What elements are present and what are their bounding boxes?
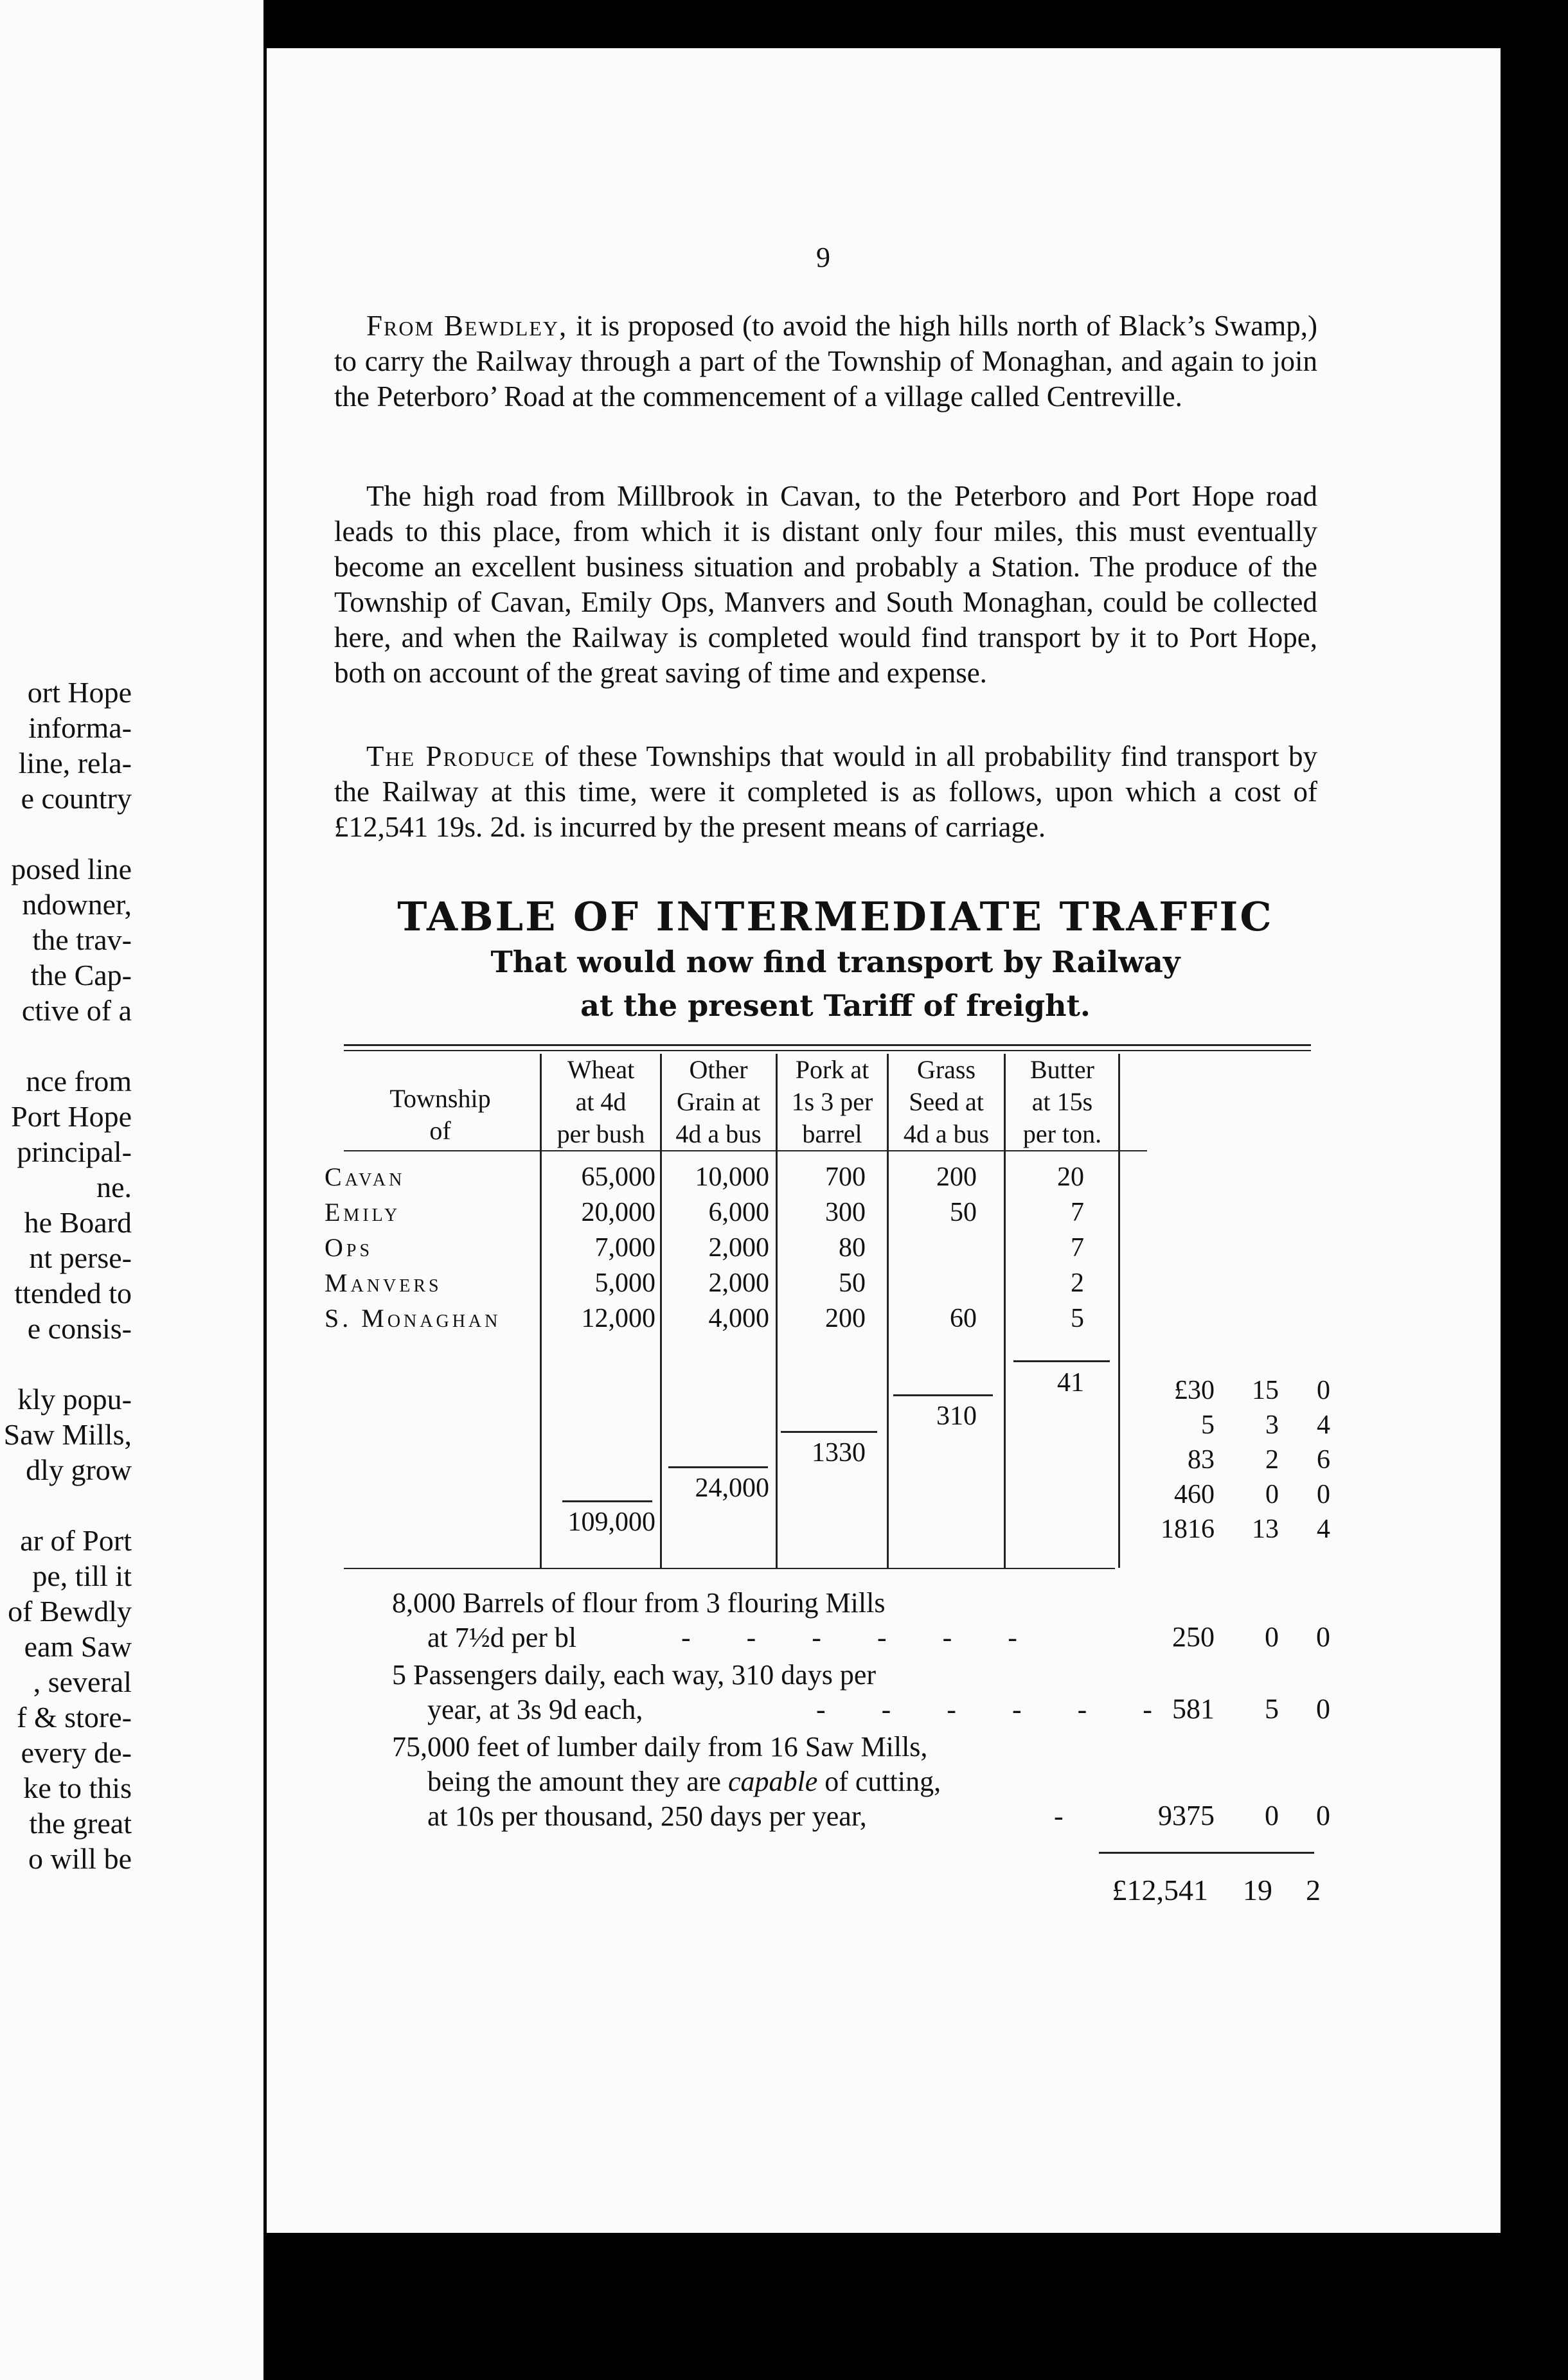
money-row [1131, 1514, 1330, 1545]
sum-rule [893, 1394, 993, 1396]
money-row [1131, 1444, 1330, 1475]
cell-butter: 20 [1057, 1162, 1084, 1192]
facing-page-line: ctive of a [21, 994, 132, 1027]
item-dots: - - - - - - [816, 1694, 1177, 1725]
paragraph-bewdley [334, 308, 1317, 414]
item-line: 8,000 Barrels of flour from 3 flouring Mills [392, 1587, 886, 1619]
cell-grain: 10,000 [695, 1162, 769, 1192]
cell-butter: 2 [1071, 1268, 1084, 1298]
cell-pork: 700 [825, 1162, 866, 1192]
column-rule [660, 1054, 662, 1568]
column-rule [887, 1054, 889, 1568]
header-butter: Butter at 15s per ton. [1022, 1055, 1102, 1148]
facing-page-line: nce from [26, 1065, 132, 1097]
money-s: 3 [1265, 1410, 1279, 1440]
page-number: 9 [816, 242, 830, 273]
facing-page-line: e consis- [27, 1312, 132, 1345]
item-dots: - - - - - - [681, 1622, 1042, 1653]
header-wheat: Wheat at 4d per bush [557, 1055, 645, 1148]
money-s: 13 [1252, 1514, 1279, 1544]
sum-rule [781, 1431, 877, 1433]
money-row [1131, 1410, 1330, 1441]
amount-l: 250 [1172, 1621, 1215, 1653]
paragraph-produce [334, 739, 1317, 845]
table-title: TABLE OF INTERMEDIATE TRAFFIC [397, 893, 1274, 940]
facing-page-line: ar of Port [20, 1524, 132, 1557]
cell-wheat: 20,000 [581, 1198, 655, 1227]
money-s: 15 [1252, 1376, 1279, 1405]
total-pork: 1330 [812, 1438, 866, 1468]
cell-grass: 60 [950, 1304, 977, 1333]
total-wheat: 109,000 [567, 1507, 655, 1537]
facing-page-line: ne. [96, 1171, 132, 1203]
row-township: Manvers [325, 1268, 442, 1297]
money-d: 0 [1317, 1480, 1330, 1509]
facing-page-line: nt perse- [29, 1241, 132, 1274]
paragraph-millbrook [334, 479, 1317, 691]
table-top-rule [344, 1050, 1311, 1051]
column-rule [1118, 1054, 1120, 1568]
facing-page-line: principal- [17, 1135, 132, 1168]
cell-wheat: 65,000 [581, 1162, 655, 1192]
facing-page-line: informa- [28, 711, 132, 744]
row-township: S. Monaghan [325, 1304, 501, 1333]
cell-butter: 7 [1071, 1198, 1084, 1227]
total-grain: 24,000 [695, 1473, 769, 1503]
paragraph-text: of these Townships that would in all probability find transport by the Railway at this time, were it completed is as follows, upon which a cost of £12,541 19s. 2d. is incurred by the present means of carriage. [334, 740, 1317, 843]
cell-pork: 200 [825, 1304, 866, 1333]
money-s: 0 [1265, 1480, 1279, 1509]
item-amount [1118, 1621, 1330, 1653]
facing-page-line: f & store- [17, 1701, 132, 1734]
facing-page-line: Saw Mills, [3, 1418, 132, 1451]
cell-pork: 50 [839, 1268, 866, 1298]
total-butter: 41 [1057, 1368, 1084, 1398]
header-rule [344, 1150, 1147, 1151]
money-l: 5 [1201, 1410, 1215, 1440]
money-s: 2 [1265, 1445, 1279, 1475]
cell-pork: 80 [839, 1233, 866, 1263]
item-line: 5 Passengers daily, each way, 310 days per [392, 1659, 877, 1691]
facing-page-line: pe, till it [32, 1559, 132, 1592]
amount-d: 0 [1316, 1800, 1330, 1831]
cell-wheat: 12,000 [581, 1304, 655, 1333]
cell-grain: 6,000 [708, 1198, 769, 1227]
cell-wheat: 7,000 [594, 1233, 655, 1263]
money-d: 4 [1317, 1514, 1330, 1544]
money-d: 0 [1317, 1376, 1330, 1405]
item-text: being the amount they are [427, 1766, 728, 1797]
cell-butter: 5 [1071, 1304, 1084, 1333]
facing-page-line: , several [33, 1665, 132, 1698]
table-subtitle: at the present Tariff of freight. [580, 988, 1091, 1023]
money-l: 1816 [1161, 1514, 1215, 1544]
facing-page-line: he Board [24, 1206, 132, 1239]
money-row [1131, 1375, 1330, 1406]
facing-page-line: ttended to [14, 1277, 132, 1310]
facing-page-line: posed line [11, 853, 132, 885]
facing-page-line: eam Saw [24, 1630, 132, 1663]
item-line: at 7½d per bl [427, 1622, 577, 1653]
cell-grain: 2,000 [708, 1233, 769, 1263]
facing-page-line: line, rela- [18, 747, 132, 779]
facing-page-line: every de- [21, 1736, 132, 1769]
amount-d: 0 [1316, 1693, 1330, 1725]
facing-page-line: the great [29, 1807, 132, 1840]
row-township: Cavan [325, 1162, 405, 1191]
cell-wheat: 5,000 [594, 1268, 655, 1298]
money-l: 460 [1174, 1480, 1215, 1509]
column-rule [540, 1054, 542, 1568]
table-subtitle: That would now find transport by Railway [490, 945, 1180, 979]
table-top-rule [344, 1044, 1311, 1046]
facing-page-line: dly grow [26, 1453, 132, 1486]
item-line: 75,000 feet of lumber daily from 16 Saw Mills, [392, 1731, 928, 1763]
amount-d: 0 [1316, 1621, 1330, 1653]
sum-rule [668, 1466, 768, 1468]
facing-page [0, 0, 263, 2380]
item-text: of cutting, [817, 1766, 941, 1797]
money-l: 83 [1188, 1445, 1215, 1475]
sum-rule [562, 1500, 652, 1502]
paragraph-text: The high road from Millbrook in Cavan, to the Peterboro and Port Hope road leads to this place, from which it is distant only four miles, this must eventually become an excellent business situation and probably a Station. The produce of the Township of Cavan, Emily Ops, Manvers and South Monaghan, could be collected here, and when the Railway is completed would find transport by it to Port Hope, both on account of the great saving of time and expense. [334, 480, 1317, 689]
item-line [427, 1764, 941, 1799]
row-township: Emily [325, 1198, 401, 1227]
header-grass: Grass Seed at 4d a bus [903, 1055, 990, 1148]
money-d: 4 [1317, 1410, 1330, 1440]
facing-page-line: Port Hope [11, 1100, 132, 1133]
column-rule [1004, 1054, 1006, 1568]
item-line: year, at 3s 9d each, [427, 1694, 643, 1725]
column-rule [776, 1054, 778, 1568]
cell-grass: 200 [936, 1162, 977, 1192]
paragraph-lead: From Bewdley, [366, 310, 568, 342]
item-dots: - [1054, 1800, 1064, 1832]
cell-butter: 7 [1071, 1233, 1084, 1263]
money-d: 6 [1317, 1445, 1330, 1475]
amount-s: 5 [1265, 1693, 1279, 1725]
money-row [1131, 1479, 1330, 1510]
amount-s: 0 [1265, 1800, 1279, 1831]
table-bottom-rule [344, 1568, 1115, 1569]
cell-grain: 2,000 [708, 1268, 769, 1298]
grand-total-rule [1099, 1852, 1314, 1854]
facing-page-line: the trav- [32, 923, 132, 956]
item-amount [1118, 1692, 1330, 1725]
facing-page-line: of Bewdly [8, 1595, 132, 1628]
header-grain: Other Grain at 4d a bus [675, 1055, 762, 1148]
paragraph-text: it is proposed (to avoid the high hills north of Black’s Swamp,) to carry the Railway through a part of the Township of Monaghan, and again to join the Peterboro’ Road at the commencement of a village called Centreville. [334, 310, 1317, 413]
amount-l: 581 [1172, 1693, 1215, 1725]
facing-page-line: ort Hope [27, 676, 132, 709]
facing-page-line: ke to this [23, 1772, 132, 1804]
cell-pork: 300 [825, 1198, 866, 1227]
money-l: £30 [1174, 1376, 1215, 1405]
amount-s: 0 [1265, 1621, 1279, 1653]
facing-page-line: kly popu- [17, 1383, 132, 1416]
item-line: at 10s per thousand, 250 days per year, [427, 1800, 867, 1832]
sum-rule [1013, 1360, 1110, 1362]
header-township: Township of [389, 1084, 491, 1145]
grand-total: £12,541 19 2 [1112, 1874, 1321, 1906]
cell-grass: 50 [950, 1198, 977, 1227]
header-pork: Pork at 1s 3 per barrel [791, 1055, 873, 1148]
row-township: Ops [325, 1233, 373, 1262]
paragraph-lead: The Produce [366, 740, 536, 772]
facing-page-line: o will be [28, 1842, 132, 1875]
item-emphasis: capable [727, 1766, 818, 1797]
item-amount [1118, 1799, 1330, 1832]
facing-page-line: the Cap- [30, 959, 132, 991]
facing-page-line: ndowner, [22, 888, 132, 921]
total-grass: 310 [936, 1401, 977, 1431]
cell-grain: 4,000 [708, 1304, 769, 1333]
facing-page-line: e country [21, 782, 132, 815]
amount-l: 9375 [1158, 1800, 1215, 1831]
